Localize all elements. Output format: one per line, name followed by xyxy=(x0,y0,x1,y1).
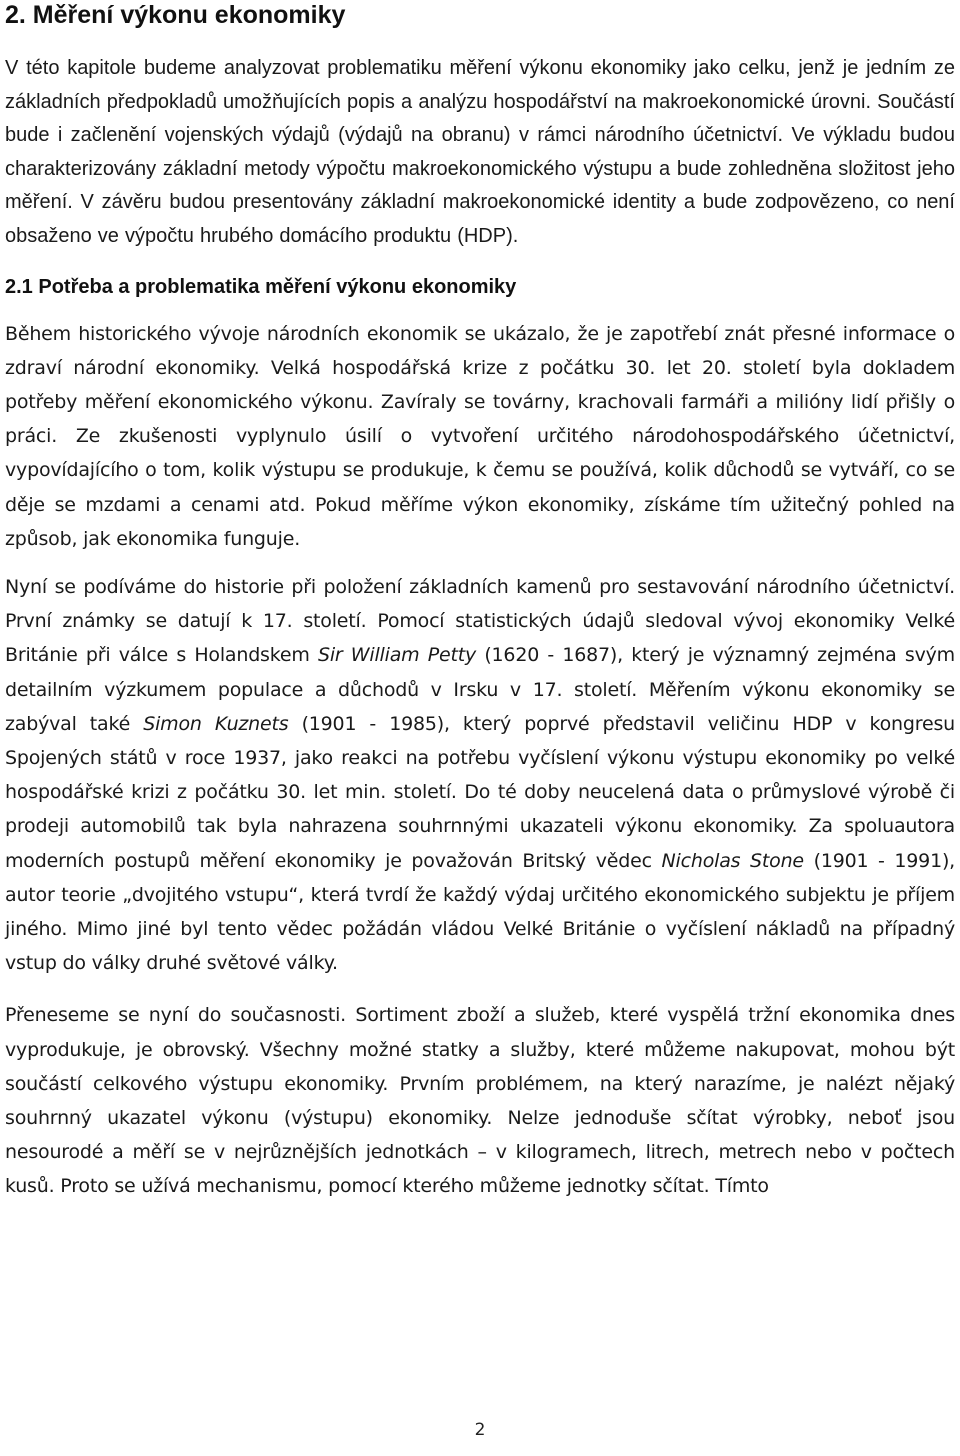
document-page xyxy=(5,0,955,1204)
section-heading: 2.1 Potřeba a problematika měření výkonu ekonomiky xyxy=(5,275,517,298)
paragraph-history-text-4: (1901 - 1991), autor teorie „dvojitého vstupu“, která tvrdí že každý výdaj určitého ekonomického subjektu je příjem jiného. Mimo jiné byl tento vědec požádán vládou Velké Británie o vyčíslení nákladů na případný vstup do války druhé světové války. xyxy=(5,849,956,975)
intro-paragraph: V této kapitole budeme analyzovat problematiku měření výkonu ekonomiky jako celku, jenž je jedním ze základních předpokladů umožňujících popis a analýzu hospodářství na makroekonomické úrovni. Součástí bude i začlenění vojenských výdajů (výdajů na obranu) v rámci národního účetnictví. Ve výkladu budou charakterizovány základní metody výpočtu makroekonomického výstupu a bude zohledněna složitost jeho měření. V závěru budou presentovány základní makroekonomické identity a bude zodpovězeno, co není obsaženo ve výpočtu hrubého domácího produktu (HDP). xyxy=(5,57,955,247)
paragraph-history-text-2: (1620 - 1687), který je významný zejména svým detailním výzkumem populace a důchodů v Irsku v 17. století. Měřením výkonu ekonomiky se zabýval také xyxy=(5,644,955,735)
paragraph-history-text-1: Nyní se podíváme do historie při položení základních kamenů pro sestavování národního účetnictví. První známky se datují k 17. století. Pomocí statistických údajů sledoval vývoj ekonomiky Velké Británie při válce s Holandskem xyxy=(5,575,955,667)
paragraph-present: Přeneseme se nyní do současnosti. Sortiment zboží a služeb, které vyspělá tržní ekonomika dnes vyprodukuje, je obrovský. Všechny možné statky a služby, které můžeme nakupovat, mohou být součástí celkového výstupu ekonomiky. Prvním problémem, na který narazíme, je nalézt nějaký souhrnný ukazatel výkonu (výstupu) ekonomiky. Nelze jednoduše sčítat výrobky, neboť jsou nesourodé a měří se v nejrůznějších jednotkách – v kilogramech, litrech, metrech nebo v počtech kusů. Proto se užívá mechanismu, pomocí kterého můžeme jednotky sčítat. Tímto xyxy=(5,1004,955,1198)
page-number: 2 xyxy=(474,1420,486,1440)
person-name-kuznets: Simon Kuznets xyxy=(143,712,289,735)
person-name-stone: Nicholas Stone xyxy=(661,849,804,872)
paragraph-history-text-3: (1901 - 1985), který poprvé představil veličinu HDP v kongresu Spojených států v roce 1937, jako reakci na potřebu vyčíslení výkonu výstupu ekonomiky po velké hospodářské krizi z počátku 30. let min. století. Do té doby neucelená data o průmyslové výrobě či prodeji automobilů tak byla nahrazena souhrnnými ukazateli výkonu ekonomiky. Za spoluautora moderních postupů měření ekonomiky je považován Britský vědec xyxy=(5,712,955,872)
person-name-petty: Sir William Petty xyxy=(317,644,477,667)
paragraph-need-for-measurement: Během historického vývoje národních ekonomik se ukázalo, že je zapotřebí znát přesné informace o zdraví národní ekonomiky. Velká hospodářská krize z počátku 30. let 20. století byla dokladem potřeby měření ekonomického výkonu. Zavíraly se továrny, krachovali farmáři a milióny lidí přišly o práci. Ze zkušenosti vyplynulo úsilí o vytvoření určitého národohospodářského účetnictví, vypovídajícího o tom, kolik výstupu se produkuje, k čemu se používá, kolik důchodů se vytváří, co se děje se mzdami a cenami atd. Pokud měříme výkon ekonomiky, získáme tím užitečný pohled na způsob, jak ekonomika funguje. xyxy=(5,322,955,550)
chapter-heading: 2. Měření výkonu ekonomiky xyxy=(5,1,346,29)
paragraph-history xyxy=(5,570,955,980)
